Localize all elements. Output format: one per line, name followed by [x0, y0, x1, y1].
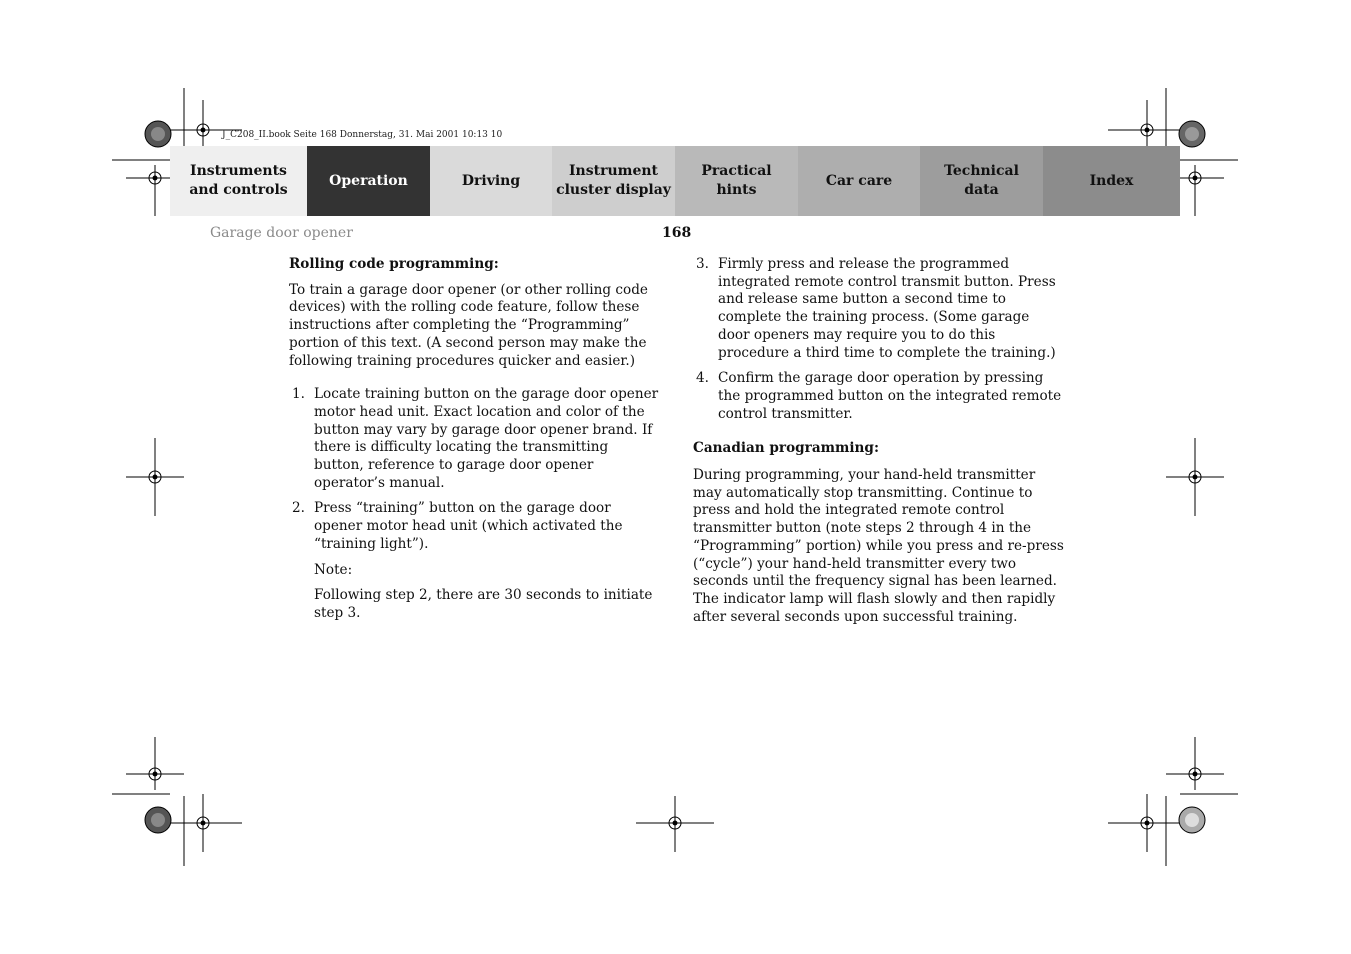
- step-number: 4.: [696, 370, 709, 387]
- list-item: [289, 386, 661, 492]
- step-text: Locate training button on the garage door opener motor head unit. Exact location and color of the button may vary by garage door opener brand. If there is difficulty locating the transmitting button, reference to garage door opener operator’s manual.: [314, 386, 659, 491]
- tab-label: Index: [1089, 172, 1134, 189]
- tab-car-care[interactable]: [798, 146, 920, 216]
- canadian-paragraph: During programming, your hand-held transmitter may automatically stop transmitting. Continue to press and hold the integrated remote control transmitter button (note steps 2 through 4 in the “Programming” portion) while you press and re-press (“cycle”) your hand-held transmitter every two seconds until the frequency signal has been learned. The indicator lamp will flash slowly and then rapidly after several seconds upon successful training.: [693, 467, 1064, 625]
- tab-index[interactable]: [1043, 146, 1180, 216]
- left-column: [289, 256, 661, 623]
- step-text: Firmly press and release the programmed integrated remote control transmit button. Press and release same button a second time to complete the training process. (Some garage door openers may require you to do this procedure a third time to complete the training.): [718, 256, 1056, 361]
- step-text: Press “training” button on the garage door opener motor head unit (which activated the “training light”).: [314, 500, 623, 552]
- print-info: J_C208_II.book Seite 168 Donnerstag, 31. Mai 2001 10:13 10: [222, 130, 503, 140]
- step-number: 2.: [292, 500, 305, 517]
- tab-label: cluster display: [556, 182, 671, 198]
- section-tabs: [170, 146, 1180, 216]
- tab-label: Technical: [944, 163, 1019, 179]
- tab-label: data: [964, 182, 999, 198]
- note-text: Following step 2, there are 30 seconds to initiate step 3.: [314, 587, 653, 621]
- tab-operation[interactable]: [307, 146, 430, 216]
- list-item: [289, 500, 661, 622]
- intro-paragraph: To train a garage door opener (or other rolling code devices) with the rolling code feature, follow these instructions after completing the “Programming” portion of this text. (A second person may make the following training procedures quicker and easier.): [289, 281, 648, 369]
- tab-label: Car care: [825, 172, 893, 189]
- tab-practical-hints[interactable]: [675, 146, 798, 216]
- heading-rolling-code: Rolling code programming:: [289, 256, 499, 272]
- tab-label: Driving: [461, 172, 521, 189]
- tab-technical-data[interactable]: [920, 146, 1043, 216]
- heading-canadian-programming: Canadian programming:: [693, 440, 879, 457]
- tab-instrument-cluster-display[interactable]: [552, 146, 675, 216]
- tab-label: Practical hints: [701, 163, 772, 198]
- tab-instruments-and-controls[interactable]: [170, 146, 307, 216]
- tab-label: Instrument: [569, 163, 658, 179]
- tab-label: Operation: [329, 172, 408, 189]
- note-label: Note:: [314, 561, 353, 578]
- tab-label: and controls: [189, 182, 288, 198]
- tab-driving[interactable]: [430, 146, 552, 216]
- section-title: Garage door opener: [210, 225, 353, 241]
- step-number: 3.: [696, 256, 709, 272]
- page-number: 168: [662, 225, 692, 241]
- right-column: [693, 256, 1065, 626]
- step-text: Confirm the garage door operation by pressing the programmed button on the integrated remote control transmitter.: [718, 370, 1062, 422]
- tab-label: Instruments: [190, 163, 287, 179]
- list-item: [693, 370, 1065, 423]
- step-number: 1.: [292, 386, 305, 403]
- list-item: [693, 256, 1065, 362]
